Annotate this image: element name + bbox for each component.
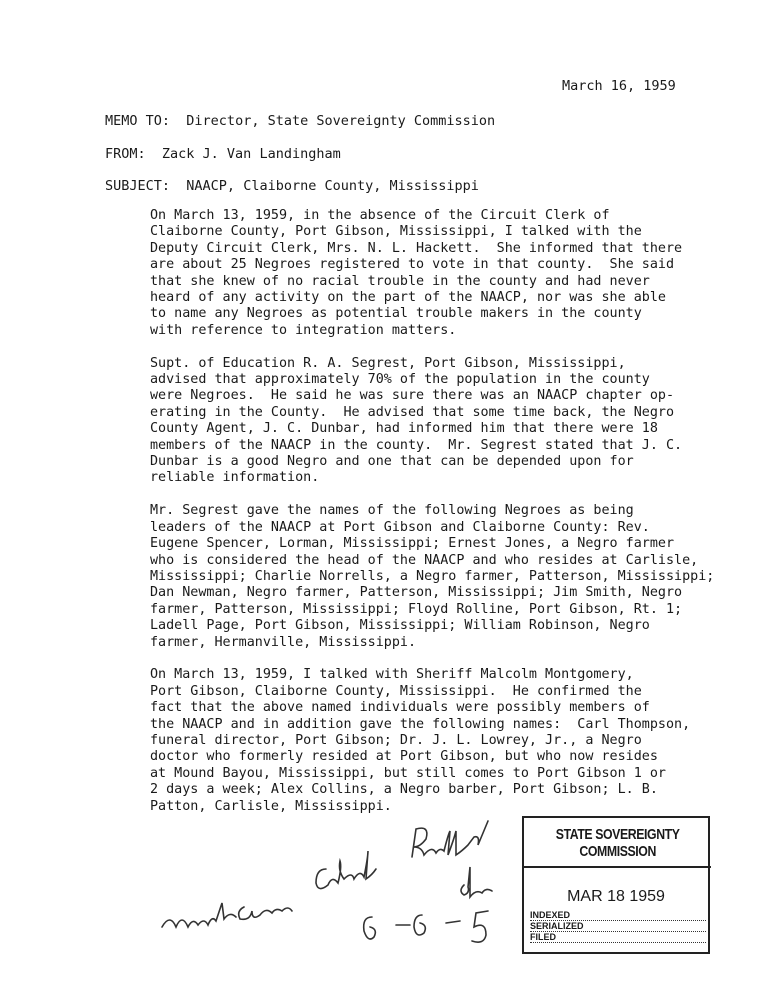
memo-body bbox=[104, 208, 714, 831]
memo-subject-line bbox=[105, 178, 479, 194]
paragraph-1 bbox=[104, 208, 714, 339]
paragraph-line: On March 13, 1959, in the absence of the Circuit Clerk of bbox=[150, 208, 610, 223]
paragraph-line: with reference to integration matters. bbox=[150, 322, 457, 338]
paragraph-line: advised that approximately 70% of the population in the county bbox=[150, 372, 650, 388]
stamp-fields bbox=[530, 910, 706, 943]
paragraph-3 bbox=[104, 503, 714, 651]
paragraph-line: to name any Negroes as potential trouble makers in the county bbox=[150, 306, 642, 322]
paragraph-line: Dunbar is a good Negro and one that can be depended upon for bbox=[150, 454, 634, 470]
memo-to-value: Director, State Sovereignty Commission bbox=[186, 113, 496, 129]
paragraph-2 bbox=[104, 356, 714, 487]
paragraph-line: reliable information. bbox=[150, 470, 320, 486]
stamp-field-filed: FILED bbox=[530, 932, 706, 943]
memo-subject-value: NAACP, Claiborne County, Mississippi bbox=[186, 178, 479, 194]
paragraph-line: leaders of the NAACP at Port Gibson and Claiborne County: Rev. bbox=[150, 519, 650, 535]
paragraph-line: are about 25 Negroes registered to vote in that county. She said bbox=[150, 257, 675, 273]
paragraph-line: farmer, Patterson, Mississippi; Floyd Rolline, Port Gibson, Rt. 1; bbox=[150, 601, 683, 617]
paragraph-line: Patton, Carlisle, Mississippi. bbox=[150, 798, 392, 814]
paragraph-line: heard of any activity on the part of the NAACP, nor was she able bbox=[150, 290, 666, 306]
paragraph-line: County Agent, J. C. Dunbar, had informed him that there were 18 bbox=[150, 421, 658, 437]
paragraph-line: Supt. of Education R. A. Segrest, Port Gibson, Mississippi, bbox=[150, 355, 626, 371]
memo-from-label: FROM: bbox=[105, 146, 146, 162]
paragraph-line: that she knew of no racial trouble in the county and had never bbox=[150, 273, 650, 289]
paragraph-line: the NAACP and in addition gave the following names: Carl Thompson, bbox=[150, 716, 691, 732]
memo-date: March 16, 1959 bbox=[562, 78, 676, 94]
received-stamp bbox=[522, 816, 710, 954]
stamp-date: MAR 18 1959 bbox=[567, 888, 665, 905]
memo-from-line bbox=[105, 146, 341, 162]
paragraph-line: members of the NAACP in the county. Mr. Segrest stated that J. C. bbox=[150, 437, 683, 453]
stamp-field-serialized: SERIALIZED bbox=[530, 921, 706, 932]
paragraph-line: erating in the County. He advised that some time back, the Negro bbox=[150, 404, 675, 420]
paragraph-line: funeral director, Port Gibson; Dr. J. L. Lowrey, Jr., a Negro bbox=[150, 732, 642, 748]
paragraph-line: at Mound Bayou, Mississippi, but still comes to Port Gibson 1 or bbox=[150, 765, 666, 781]
paragraph-line: were Negroes. He said he was sure there was an NAACP chapter op- bbox=[150, 388, 675, 404]
paragraph-line: Mississippi; Charlie Norrells, a Negro farmer, Patterson, Mississippi; bbox=[150, 568, 715, 584]
memo-subject-label: SUBJECT: bbox=[105, 178, 171, 194]
paragraph-line: Ladell Page, Port Gibson, Mississippi; William Robinson, Negro bbox=[150, 618, 650, 634]
paragraph-line: 2 days a week; Alex Collins, a Negro barber, Port Gibson; L. B. bbox=[150, 782, 658, 798]
paragraph-line: Dan Newman, Negro farmer, Patterson, Mississippi; Jim Smith, Negro bbox=[150, 585, 683, 601]
paragraph-line: farmer, Hermanville, Mississippi. bbox=[150, 634, 417, 650]
paragraph-4 bbox=[104, 667, 714, 815]
paragraph-line: who is considered the head of the NAACP and who resides at Carlisle, bbox=[150, 552, 699, 568]
stamp-title: STATE SOVEREIGNTY COMMISSION bbox=[524, 818, 711, 868]
handwritten-annotation bbox=[150, 815, 525, 965]
paragraph-line: Deputy Circuit Clerk, Mrs. N. L. Hackett. She informed that there bbox=[150, 240, 683, 256]
memo-to-label: MEMO TO: bbox=[105, 113, 171, 129]
paragraph-line: Claiborne County, Port Gibson, Mississippi, I talked with the bbox=[150, 224, 642, 240]
memo-to-line bbox=[105, 113, 495, 129]
paragraph-line: doctor who formerly resided at Port Gibson, but who now resides bbox=[150, 749, 658, 765]
memo-from-value: Zack J. Van Landingham bbox=[161, 146, 341, 162]
paragraph-line: On March 13, 1959, I talked with Sheriff Malcolm Montgomery, bbox=[150, 667, 634, 683]
paragraph-line: Eugene Spencer, Lorman, Mississippi; Ernest Jones, a Negro farmer bbox=[150, 536, 675, 552]
paragraph-line: Port Gibson, Claiborne County, Mississippi. He confirmed the bbox=[150, 683, 642, 699]
paragraph-line: Mr. Segrest gave the names of the following Negroes as being bbox=[150, 503, 634, 519]
paragraph-line: fact that the above named individuals were possibly members of bbox=[150, 700, 650, 716]
stamp-field-indexed: INDEXED bbox=[530, 910, 706, 921]
